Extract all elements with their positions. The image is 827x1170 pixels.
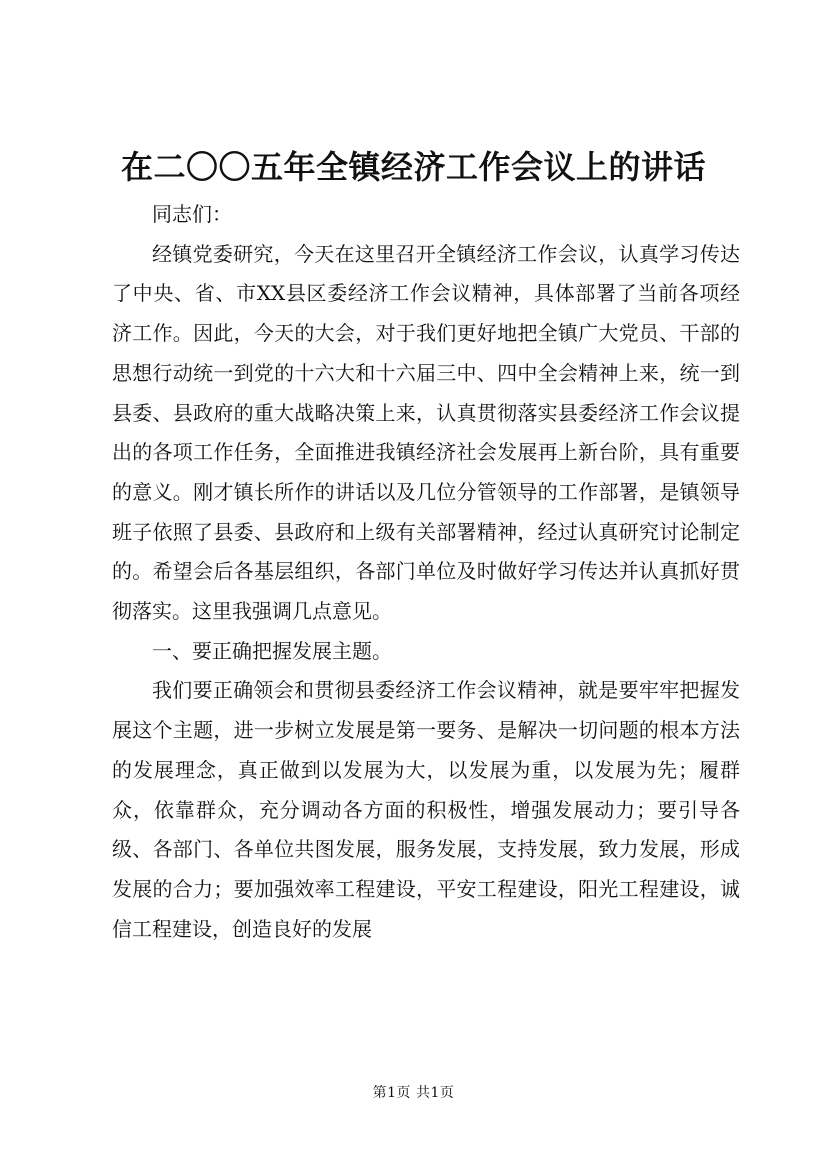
section-heading-1: 一、要正确把握发展主题。 <box>152 638 392 663</box>
document-body <box>112 195 740 949</box>
salutation-paragraph: 同志们： <box>152 202 232 226</box>
document-title: 在二〇〇五年全镇经济工作会议上的讲话 <box>120 148 706 186</box>
section-1-paragraph: 我们要正确领会和贯彻县委经济工作会议精神，就是要牢牢把握发展这个主题，进一步树立发展是第一要务、是解决一切问题的根本方法的发展理念，真正做到以发展为大，以发展为重，以发展为先；履群众，依靠群众，充分调动各方面的积极性，增强发展动力；要引导各级、各部门、各单位共图发展，服务发展，支持发展，致力发展，形成发展的合力；要加强效率工程建设，平安工程建设，阳光工程建设，诚信工程建设，创造良好的发展 <box>112 678 740 941</box>
intro-paragraph: 经镇党委研究，今天在这里召开全镇经济工作会议，认真学习传达了中央、省、市XX县区委经济工作会议精神，具体部署了当前各项经济工作。因此，今天的大会，对于我们更好地把全镇广大党员、干部的思想行动统一到党的十六大和十六届三中、四中全会精神上来，统一到县委、县政府的重大战略决策上来，认真贯彻落实县委经济工作会议提出的各项工作任务，全面推进我镇经济社会发展再上新台阶，具有重要的意义。刚才镇长所作的讲话以及几位分管领导的工作部署，是镇领导班子依照了县委、县政府和上级有关部署精神，经过认真研究讨论制定的。希望会后各基层组织，各部门单位及时做好学习传达并认真抓好贯彻落实。这里我强调几点意见。 <box>112 241 740 624</box>
page-number-footer: 第1页 共1页 <box>372 1085 455 1101</box>
